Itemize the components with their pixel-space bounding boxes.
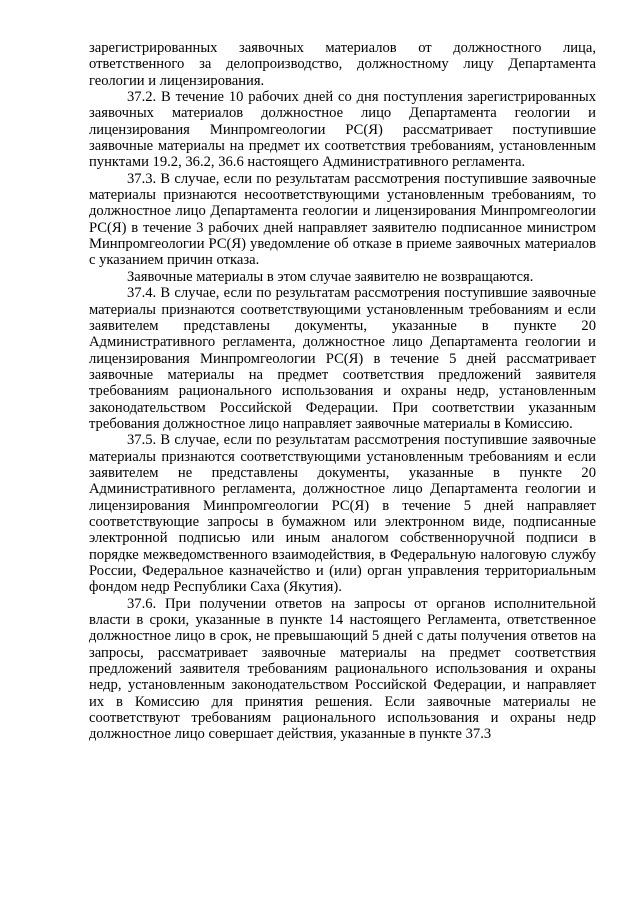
paragraph-37-5: 37.5. В случае, если по результатам рассмотрения поступившие заявочные материалы признаются соответствующими установленным требованиям и если заявителем не представлены документы, указанные в пункте 20 Административного регламента, должностное лицо Департамента геологии и лицензирования Минпромгеологии РС(Я) в течение 5 дней направляет соответствующие запросы в бумажном или электронном виде, подписанные электронной подписью или иным аналогом собственноручной подписи в порядке межведомственного взаимодействия, в Федеральную налоговую службу России, Федеральное казначейство и (или) орган управления территориальным фондом недр Республики Саха (Якутия). [89, 432, 596, 596]
paragraph-37-3: 37.3. В случае, если по результатам рассмотрения поступившие заявочные материалы признаются несоответствующими установленным требованиям, то должностное лицо Департамента геологии и лицензирования Минпромгеологии РС(Я) в течение 3 рабочих дней направляет заявителю подписанное министром Минпромгеологии РС(Я) уведомление об отказе в приеме заявочных материалов с указанием причин отказа. [89, 170, 596, 269]
paragraph-37-2: 37.2. В течение 10 рабочих дней со дня поступления зарегистрированных заявочных материалов должностное лицо Департамента геологии и лицензирования Минпромгеологии РС(Я) рассматривает поступившие заявочные материалы на предмет их соответствия требованиям, установленным пунктами 19.2, 36.2, 36.6 настоящего Административного регламента. [89, 89, 596, 171]
document-page [89, 40, 596, 743]
paragraph-37-4: 37.4. В случае, если по результатам рассмотрения поступившие заявочные материалы признаются соответствующими установленным требованиям и если заявителем представлены документы, указанные в пункте 20 Административного регламента, должностное лицо Департамента геологии и лицензирования Минпромгеологии РС(Я) в течение 5 дней рассматривает заявочные материалы на предмет соответствия предложений заявителя требованиям рационального использования и охраны недр, установленным законодательством Российской Федерации. При соответствии указанным требования должностное лицо направляет заявочные материалы в Комиссию. [89, 285, 596, 432]
paragraph-37-6: 37.6. При получении ответов на запросы от органов исполнительной власти в сроки, указанные в пункте 14 настоящего Регламента, ответственное должностное лицо в срок, не превышающий 5 дней с даты получения ответов на запросы, рассматривает заявочные материалы на предмет соответствия предложений заявителя требованиям рационального использования и охраны недр, установленным законодательством Российской Федерации, и направляет их в Комиссию для принятия решения. Если заявочные материалы не соответствуют требованиям рационального использования и охраны недр должностное лицо совершает действия, указанные в пункте 37.3 [89, 595, 596, 743]
paragraph-materials-not-returned: Заявочные материалы в этом случае заявителю не возвращаются. [127, 268, 534, 285]
paragraph-continuation: зарегистрированных заявочных материалов от должностного лица, ответственного за делопроизводство, должностному лицу Департамента геологии и лицензирования. [89, 40, 596, 89]
